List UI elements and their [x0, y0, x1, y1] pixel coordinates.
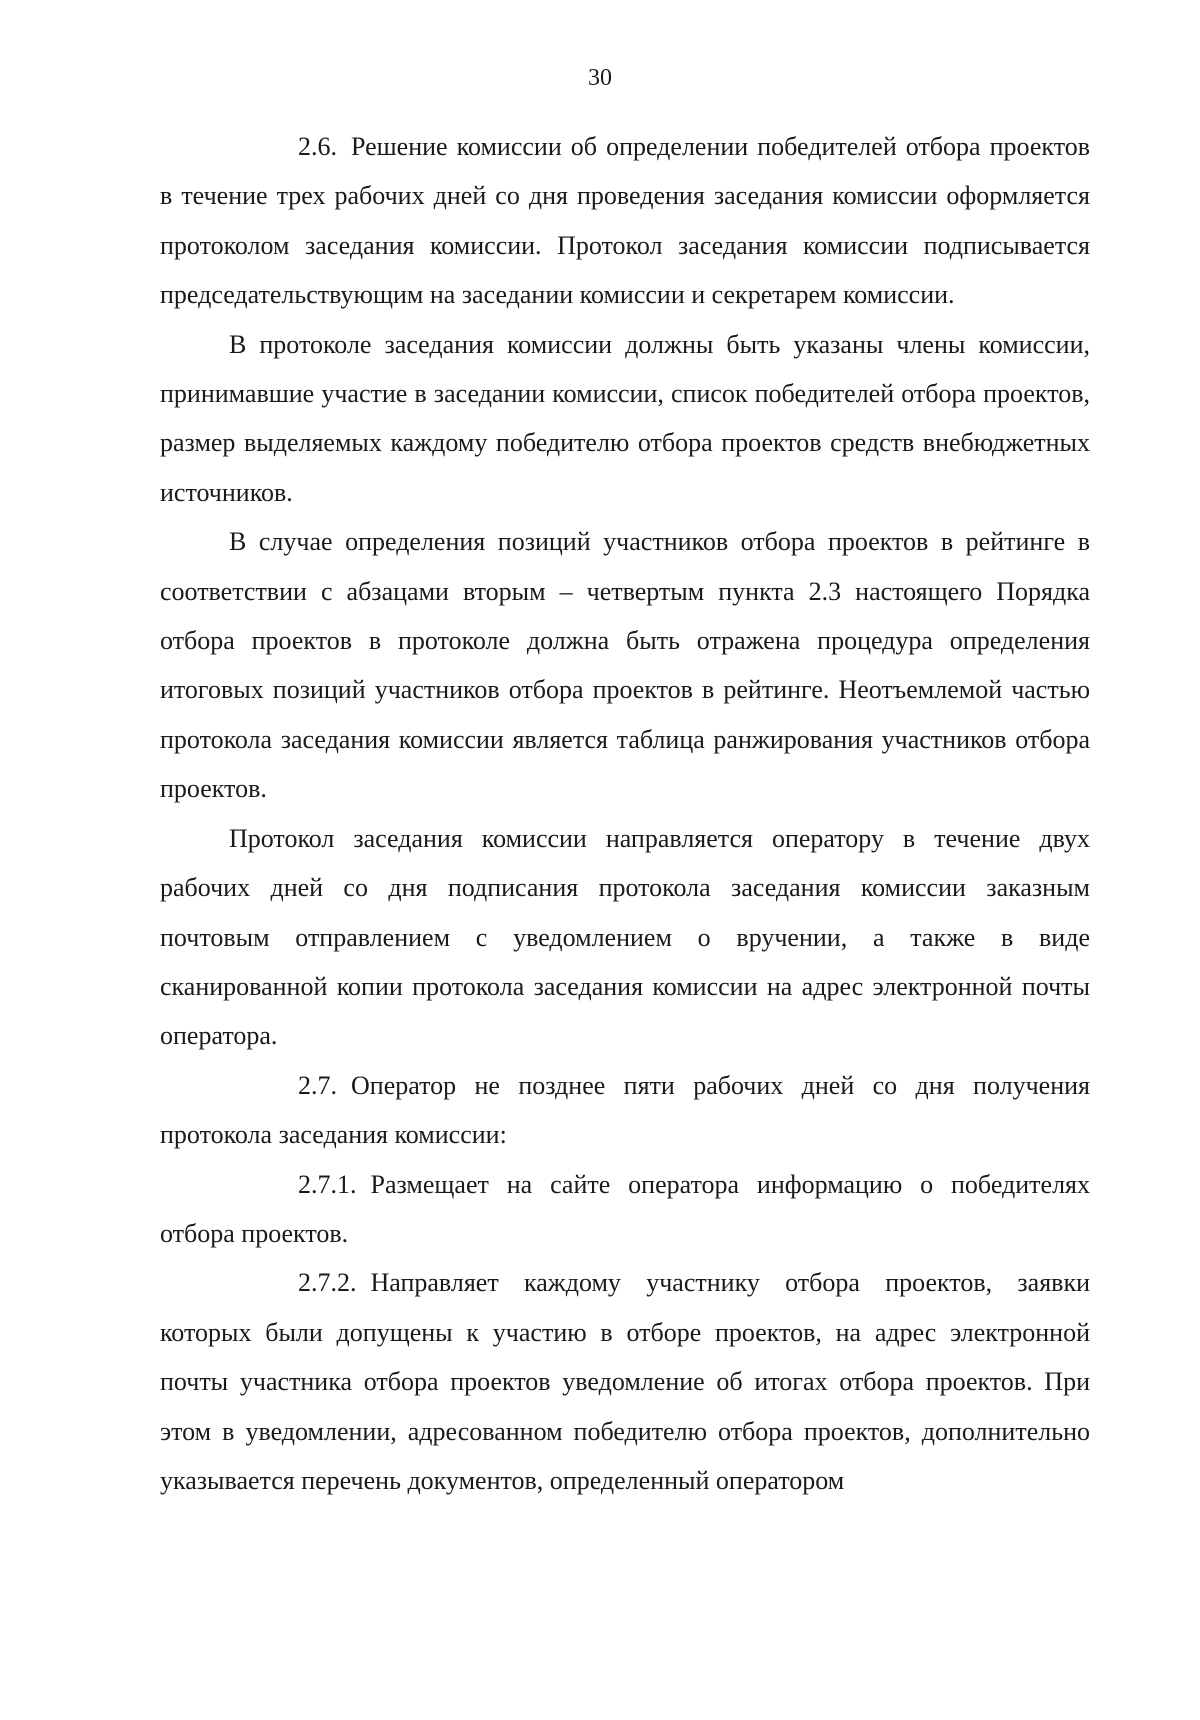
paragraph-2-7-1	[160, 1160, 1090, 1259]
paragraph-text: Размещает на сайте оператора информацию о победителях отбора проектов.	[160, 1169, 1090, 1248]
paragraph-ranking	[160, 517, 1090, 813]
paragraph-text: В протоколе заседания комиссии должны быть указаны члены комиссии, принимавшие участие в заседании комиссии, список победителей отбора проектов, размер выделяемых каждому победителю отбора проектов средств внебюджетных источников.	[160, 329, 1090, 507]
document-body	[160, 122, 1090, 1505]
paragraph-text: Оператор не позднее пяти рабочих дней со дня получения протокола заседания комиссии:	[160, 1070, 1090, 1150]
paragraph-2-7-2	[160, 1258, 1090, 1505]
paragraph-2-6	[160, 122, 1090, 320]
paragraph-text: Направляет каждому участнику отбора проектов, заявки которых были допущены к участию в отборе проектов, на адрес электронной почты участника отбора проектов уведомление об итогах отбора проектов. При этом в уведомлении, адресованном победителю отбора проектов, дополнительно указывается перечень документов, определенный оператором	[160, 1268, 1090, 1495]
paragraph-2-7	[160, 1061, 1090, 1160]
clause-number: 2.7.	[298, 1070, 337, 1100]
clause-number: 2.7.2.	[298, 1268, 357, 1298]
clause-number: 2.6.	[298, 132, 337, 161]
paragraph-text: Протокол заседания комиссии направляется оператору в течение двух рабочих дней со дня подписания протокола заседания комиссии заказным почтовым отправлением с уведомлением о вручении, а также в виде сканированной копии протокола заседания комиссии на адрес электронной почты оператора.	[160, 823, 1090, 1051]
paragraph-text: В случае определения позиций участников отбора проектов в рейтинге в соответствии с абзацами вторым – четвертым пункта 2.3 настоящего Порядка отбора проектов в протоколе должна быть отражена процедура определения итоговых позиций участников отбора проектов в рейтинге. Неотъемлемой частью протокола заседания комиссии является таблица ранжирования участников отбора проектов.	[160, 527, 1090, 804]
page-number: 30	[588, 65, 612, 91]
paragraph-protocol-delivery	[160, 814, 1090, 1061]
paragraph-text: Решение комиссии об определении победителей отбора проектов в течение трех рабочих дней со дня проведения заседания комиссии оформляется протоколом заседания комиссии. Протокол заседания комиссии подписывается председательствующим на заседании комиссии и секретарем комиссии.	[160, 132, 1090, 310]
clause-number: 2.7.1.	[298, 1169, 357, 1199]
paragraph-protocol-contents	[160, 320, 1090, 518]
